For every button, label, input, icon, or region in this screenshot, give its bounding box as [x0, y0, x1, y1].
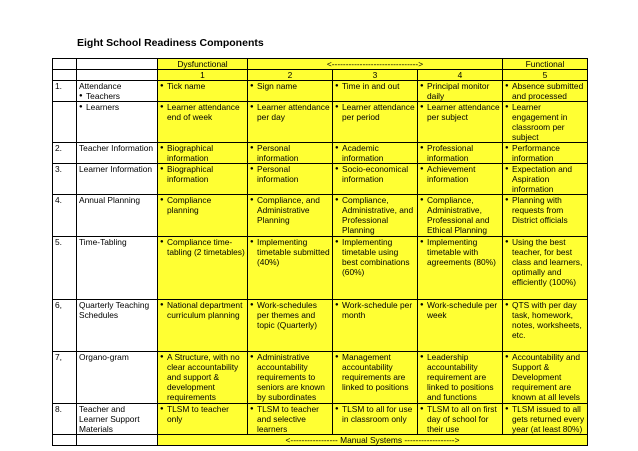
bullet-icon: ●: [505, 406, 509, 412]
bullet-icon: ●: [160, 239, 164, 245]
bullet-icon: ●: [335, 145, 339, 151]
footer-manual-systems: <----------------- Manual Systems ------------------>: [158, 435, 588, 446]
level-2-cell: [248, 195, 333, 237]
level-2-cell: [248, 237, 333, 300]
bullet-icon: ●: [160, 145, 164, 151]
cell-text: Biographical information: [167, 164, 214, 184]
level-4-cell: [418, 102, 503, 143]
component-label: Annual Planning: [79, 195, 141, 205]
bullet-icon: ●: [250, 239, 254, 245]
cell-text: Work-schedule per month: [342, 300, 413, 320]
level-1-cell: [158, 300, 248, 352]
table-row: [53, 300, 588, 352]
level-2-cell: [248, 143, 333, 164]
cell-text: Learner engagement in classroom per subject: [512, 102, 568, 142]
cell-text: Compliance planning: [167, 195, 212, 215]
cell-text: Work-schedules per themes and topic (Quarterly): [257, 300, 318, 330]
level-2-cell: [248, 81, 333, 102]
bullet-icon: ●: [335, 354, 339, 360]
row-number: 5.: [53, 237, 77, 300]
sub-component-label: Teachers: [86, 91, 120, 101]
cell-text: TLSM to teacher and selective learners: [257, 404, 319, 434]
component-label: Teacher and Learner Support Materials: [79, 404, 140, 434]
level-4: 4: [418, 70, 503, 81]
level-5-cell: [503, 195, 588, 237]
cell-text: Planning with requests from District officials: [512, 195, 568, 225]
level-4-cell: [418, 164, 503, 195]
cell-text: Biographical information: [167, 143, 214, 163]
bullet-icon: ●: [420, 166, 424, 172]
bullet-icon: ●: [250, 104, 254, 110]
cell-text: Professional information: [427, 143, 474, 163]
bullet-icon: ●: [420, 145, 424, 151]
cell-text: Compliance, and Administrative Planning: [257, 195, 320, 225]
bullet-icon: ●: [250, 354, 254, 360]
cell-text: TLSM to all on first day of school for their use: [427, 404, 497, 434]
bullet-icon: ●: [335, 302, 339, 308]
component-name: [77, 195, 158, 237]
row-number: 2.: [53, 143, 77, 164]
component-name: [77, 143, 158, 164]
cell-text: Performance information: [512, 143, 560, 163]
level-3-cell: [333, 102, 418, 143]
level-4-cell: [418, 143, 503, 164]
bullet-icon: ●: [160, 104, 164, 110]
cell-text: Personal information: [257, 143, 299, 163]
component-label: Quarterly Teaching Schedules: [79, 300, 150, 320]
level-4-cell: [418, 300, 503, 352]
bullet-icon: ●: [250, 197, 254, 203]
level-5: 5: [503, 70, 588, 81]
level-4-cell: [418, 237, 503, 300]
table-row: [53, 195, 588, 237]
bullet-icon: ●: [250, 406, 254, 412]
header-dysfunctional: Dysfunctional: [158, 59, 248, 70]
cell-text: Expectation and Aspiration information: [512, 164, 573, 194]
cell-text: Achievement information: [427, 164, 476, 184]
component-label: Organo-gram: [79, 352, 129, 362]
sub-component-label: Learners: [86, 102, 120, 112]
level-3: 3: [333, 70, 418, 81]
cell-text: Personal information: [257, 164, 299, 184]
level-1-cell: [158, 352, 248, 404]
table-row: [53, 352, 588, 404]
cell-text: Tick name: [167, 81, 206, 91]
bullet-icon: ●: [420, 83, 424, 89]
cell-text: QTS with per day task, homework, notes, worksheets, etc.: [512, 300, 582, 340]
bullet-icon: ●: [335, 166, 339, 172]
component-label: Attendance: [79, 81, 122, 91]
bullet-icon: ●: [160, 302, 164, 308]
cell-text: TLSM to all for use in classroom only: [342, 404, 413, 424]
level-1-cell: [158, 404, 248, 435]
bullet-icon: ●: [335, 83, 339, 89]
table-row: [53, 143, 588, 164]
level-3-cell: [333, 237, 418, 300]
level-3-cell: [333, 300, 418, 352]
cell-text: Learner attendance per period: [342, 102, 415, 122]
sub-component: [79, 91, 155, 101]
level-5-cell: [503, 300, 588, 352]
level-5-cell: [503, 404, 588, 435]
cell-text: Leadership accountability requirement are linked to positions and functions: [427, 352, 494, 402]
level-2-cell: [248, 300, 333, 352]
component-label: Time-Tabling: [79, 237, 127, 247]
level-1-cell: [158, 143, 248, 164]
bullet-icon: ●: [505, 166, 509, 172]
row-number: 3.: [53, 164, 77, 195]
header-row-levels: [53, 70, 588, 81]
row-number: 7,: [53, 352, 77, 404]
component-name: [77, 164, 158, 195]
cell-text: National department curriculum planning: [167, 300, 243, 320]
level-3-cell: [333, 164, 418, 195]
cell-text: Administrative accountability requirements to seniors are known by subordinates: [257, 352, 325, 402]
cell-text: Sign name: [257, 81, 298, 91]
level-3-cell: [333, 195, 418, 237]
bullet-icon: ●: [505, 302, 509, 308]
level-3-cell: [333, 143, 418, 164]
sub-component: [79, 102, 155, 112]
cell-text: Compliance time-tabling (2 timetables): [167, 237, 245, 257]
bullet-icon: ●: [335, 104, 339, 110]
level-3-cell: [333, 404, 418, 435]
cell-text: Academic information: [342, 143, 384, 163]
component-name: [77, 102, 158, 143]
bullet-icon: ●: [335, 197, 339, 203]
component-label: Teacher Information: [79, 143, 154, 153]
cell-text: Compliance, Administrative, Professional and Ethical Planning: [427, 195, 490, 235]
bullet-icon: ●: [160, 406, 164, 412]
bullet-icon: ●: [505, 83, 509, 89]
bullet-icon: ●: [79, 93, 83, 99]
level-3-cell: [333, 352, 418, 404]
bullet-icon: ●: [160, 166, 164, 172]
cell-text: Time in and out: [342, 81, 400, 91]
cell-text: Implementing timetable using best combinations (60%): [342, 237, 410, 277]
level-1-cell: [158, 81, 248, 102]
level-5-cell: [503, 237, 588, 300]
component-name: [77, 352, 158, 404]
bullet-icon: ●: [335, 406, 339, 412]
row-number: 4.: [53, 195, 77, 237]
level-5-cell: [503, 143, 588, 164]
bullet-icon: ●: [420, 239, 424, 245]
cell-text: Using the best teacher, for best class and learners, optimally and efficiently (100%): [512, 237, 583, 287]
bullet-icon: ●: [250, 302, 254, 308]
cell-text: TLSM issued to all gets returned every year (at least 80%): [512, 404, 585, 434]
level-1-cell: [158, 102, 248, 143]
bullet-icon: ●: [505, 354, 509, 360]
level-5-cell: [503, 352, 588, 404]
level-5-cell: [503, 102, 588, 143]
level-1: 1: [158, 70, 248, 81]
row-number: [53, 102, 77, 143]
header-row-scale: [53, 59, 588, 70]
bullet-icon: ●: [420, 406, 424, 412]
bullet-icon: ●: [160, 197, 164, 203]
table-row: [53, 81, 588, 102]
level-2-cell: [248, 102, 333, 143]
cell-text: Learner attendance per subject: [427, 102, 500, 122]
level-1-cell: [158, 164, 248, 195]
cell-text: Management accountability requirements are linked to positions: [342, 352, 409, 392]
bullet-icon: ●: [420, 354, 424, 360]
document-title: Eight School Readiness Components: [77, 37, 264, 49]
cell-text: Compliance, Administrative, and Professional Planning: [342, 195, 414, 235]
cell-text: A Structure, with no clear accountability and support & development requirements: [167, 352, 240, 402]
level-5-cell: [503, 164, 588, 195]
bullet-icon: ●: [420, 197, 424, 203]
table-row: [53, 102, 588, 143]
bullet-icon: ●: [505, 145, 509, 151]
cell-text: Learner attendance end of week: [167, 102, 240, 122]
level-4-cell: [418, 195, 503, 237]
cell-text: Principal monitor daily: [427, 81, 490, 101]
bullet-icon: ●: [250, 166, 254, 172]
component-name: [77, 404, 158, 435]
bullet-icon: ●: [335, 239, 339, 245]
bullet-icon: ●: [420, 104, 424, 110]
table-row: [53, 237, 588, 300]
cell-text: Work-schedule per week: [427, 300, 498, 320]
level-2-cell: [248, 352, 333, 404]
row-number: 6,: [53, 300, 77, 352]
level-4-cell: [418, 404, 503, 435]
cell-text: Absence submitted and processed: [512, 81, 584, 101]
header-functional: Functional: [503, 59, 588, 70]
table-row: [53, 404, 588, 435]
level-5-cell: [503, 81, 588, 102]
level-2: 2: [248, 70, 333, 81]
readiness-table: [52, 58, 588, 446]
level-4-cell: [418, 81, 503, 102]
level-3-cell: [333, 81, 418, 102]
cell-text: Implementing timetable submitted (40%): [257, 237, 330, 267]
bullet-icon: ●: [505, 197, 509, 203]
bullet-icon: ●: [505, 104, 509, 110]
cell-text: Learner attendance per day: [257, 102, 330, 122]
cell-text: Implementing timetable with agreements (80%): [427, 237, 496, 267]
bullet-icon: ●: [420, 302, 424, 308]
row-number: 8.: [53, 404, 77, 435]
level-2-cell: [248, 164, 333, 195]
component-label: Learner Information: [79, 164, 153, 174]
bullet-icon: ●: [250, 145, 254, 151]
bullet-icon: ●: [160, 354, 164, 360]
component-name: [77, 81, 158, 102]
component-name: [77, 300, 158, 352]
bullet-icon: ●: [250, 83, 254, 89]
cell-text: Accountability and Support & Development requirement are known at all levels: [512, 352, 580, 402]
bullet-icon: ●: [79, 104, 83, 110]
level-1-cell: [158, 195, 248, 237]
component-name: [77, 237, 158, 300]
table-row: [53, 164, 588, 195]
footer-row: [53, 435, 588, 446]
level-4-cell: [418, 352, 503, 404]
level-1-cell: [158, 237, 248, 300]
header-arrow: <------------------------------->: [248, 59, 503, 70]
level-2-cell: [248, 404, 333, 435]
bullet-icon: ●: [505, 239, 509, 245]
bullet-icon: ●: [160, 83, 164, 89]
cell-text: Socio-economical information: [342, 164, 409, 184]
cell-text: TLSM to teacher only: [167, 404, 229, 424]
row-number: 1.: [53, 81, 77, 102]
